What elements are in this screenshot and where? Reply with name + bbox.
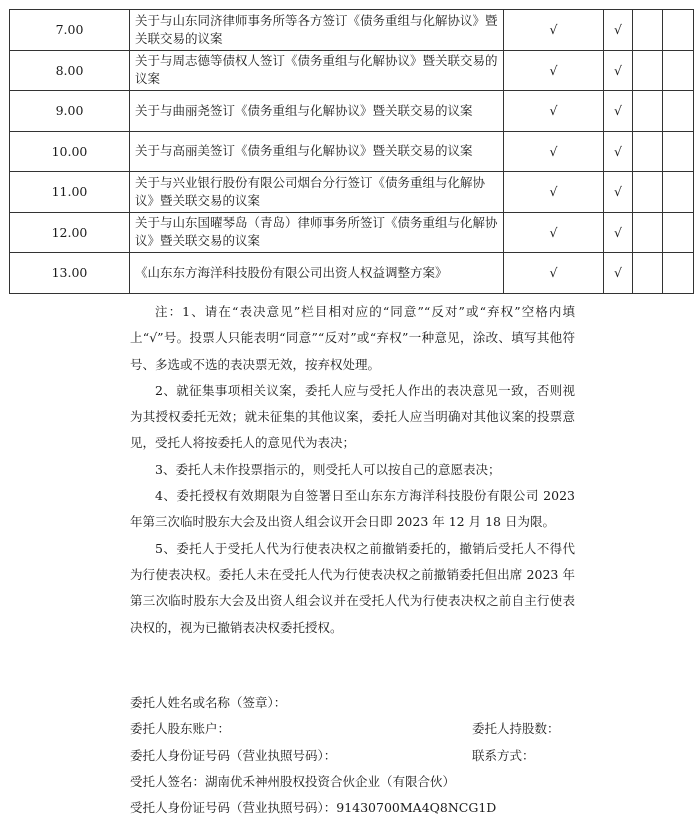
note-1: 注：1、请在“表决意见”栏目相对应的“同意”“反对”或“弃权”空格内填上“√”号。投票人只能表明“同意”“反对”或“弃权”一种意见，涂改、填写其他符号、多选或不选的表决票无效，按弃权处理。: [130, 304, 575, 372]
signature-fields: [130, 690, 580, 821]
row-title: 关于与曲丽尧签订《债务重组与化解协议》暨关联交易的议案: [130, 91, 504, 132]
blank-cell[interactable]: [663, 253, 694, 294]
check-mark-cell[interactable]: √: [604, 172, 633, 213]
blank-cell[interactable]: [633, 131, 663, 172]
check-mark-cell[interactable]: √: [504, 50, 604, 91]
row-number: 11.00: [10, 172, 130, 213]
check-mark-cell[interactable]: √: [604, 50, 633, 91]
row-number: 13.00: [10, 253, 130, 294]
vote-table: [9, 9, 694, 294]
principal-name-label: 委托人姓名或名称（签章）：: [130, 695, 287, 710]
table-row: [10, 91, 694, 132]
row-title: 关于与高丽美签订《债务重组与化解协议》暨关联交易的议案: [130, 131, 504, 172]
blank-cell[interactable]: [633, 50, 663, 91]
row-number: 9.00: [10, 91, 130, 132]
row-title: 关于与山东同济律师事务所等各方签订《债务重组与化解协议》暨关联交易的议案: [130, 10, 504, 51]
blank-cell[interactable]: [633, 10, 663, 51]
blank-cell[interactable]: [663, 10, 694, 51]
blank-cell[interactable]: [663, 212, 694, 253]
row-number: 8.00: [10, 50, 130, 91]
field-row: [130, 743, 580, 769]
row-number: 10.00: [10, 131, 130, 172]
note-3: 3、委托人未作投票指示的，则受托人可以按自己的意愿表决；: [155, 461, 501, 477]
table-row: [10, 212, 694, 253]
note-2: 2、就征集事项相关议案，委托人应与受托人作出的表决意见一致，否则视为其授权委托无效；就未征集的其他议案，委托人应当明确对其他议案的投票意见，受托人将按委托人的意见代为表决；: [130, 382, 575, 451]
field-row: [130, 769, 580, 795]
trustee-signature: 受托人签名：湖南优禾神州股权投资合伙企业（有限合伙）: [130, 773, 456, 789]
field-row: [130, 716, 580, 742]
check-mark-cell[interactable]: √: [504, 172, 604, 213]
blank-cell[interactable]: [633, 172, 663, 213]
check-mark-cell[interactable]: √: [504, 131, 604, 172]
blank-cell[interactable]: [663, 172, 694, 213]
table-row: [10, 10, 694, 51]
principal-id-label: 委托人身份证号码（营业执照号码）：: [130, 747, 337, 763]
check-mark-cell[interactable]: √: [604, 91, 633, 132]
blank-cell[interactable]: [633, 212, 663, 253]
check-mark-cell[interactable]: √: [504, 10, 604, 51]
principal-account-label: 委托人股东账户：: [130, 721, 231, 737]
table-row: [10, 50, 694, 91]
notes-section: [130, 299, 575, 641]
row-title: 关于与山东国曜琴岛（青岛）律师事务所签订《债务重组与化解协议》暨关联交易的议案: [130, 212, 504, 253]
check-mark-cell[interactable]: √: [504, 91, 604, 132]
table-row: [10, 253, 694, 294]
note-4: 4、委托授权有效期限为自签署日至山东东方海洋科技股份有限公司 2023 年第三次临时股东大会及出资人组会议开会日即 2023 年 12 月 18 日为限。: [130, 488, 575, 530]
trustee-id: 受托人身份证号码（营业执照号码）：91430700MA4Q8NCG1D: [130, 800, 497, 816]
contact-label: 联系方式：: [472, 747, 535, 763]
field-row: [130, 690, 580, 716]
table-row: [10, 131, 694, 172]
row-title: 关于与周志德等债权人签订《债务重组与化解协议》暨关联交易的议案: [130, 50, 504, 91]
note-5: 5、委托人于受托人代为行使表决权之前撤销委托的，撤销后受托人不得代为行使表决权。委托人未在受托人代为行使表决权之前撤销委托但出席 2023 年第三次临时股东大会及出资人组会议并在受托人代为行使表决权之前自主行使表决权的，视为已撤销表决权委托授权。: [130, 540, 575, 635]
row-title: 《山东东方海洋科技股份有限公司出资人权益调整方案》: [130, 253, 504, 294]
check-mark-cell[interactable]: √: [504, 212, 604, 253]
check-mark-cell[interactable]: √: [604, 253, 633, 294]
check-mark-cell[interactable]: √: [504, 253, 604, 294]
blank-cell[interactable]: [663, 91, 694, 132]
row-number: 12.00: [10, 212, 130, 253]
table-row: [10, 172, 694, 213]
blank-cell[interactable]: [633, 91, 663, 132]
blank-cell[interactable]: [663, 131, 694, 172]
check-mark-cell[interactable]: √: [604, 131, 633, 172]
row-title: 关于与兴业银行股份有限公司烟台分行签订《债务重组与化解协议》暨关联交易的议案: [130, 172, 504, 213]
principal-shares-label: 委托人持股数：: [472, 721, 560, 737]
check-mark-cell[interactable]: √: [604, 212, 633, 253]
blank-cell[interactable]: [663, 50, 694, 91]
row-number: 7.00: [10, 10, 130, 51]
field-row: [130, 795, 580, 821]
blank-cell[interactable]: [633, 253, 663, 294]
check-mark-cell[interactable]: √: [604, 10, 633, 51]
